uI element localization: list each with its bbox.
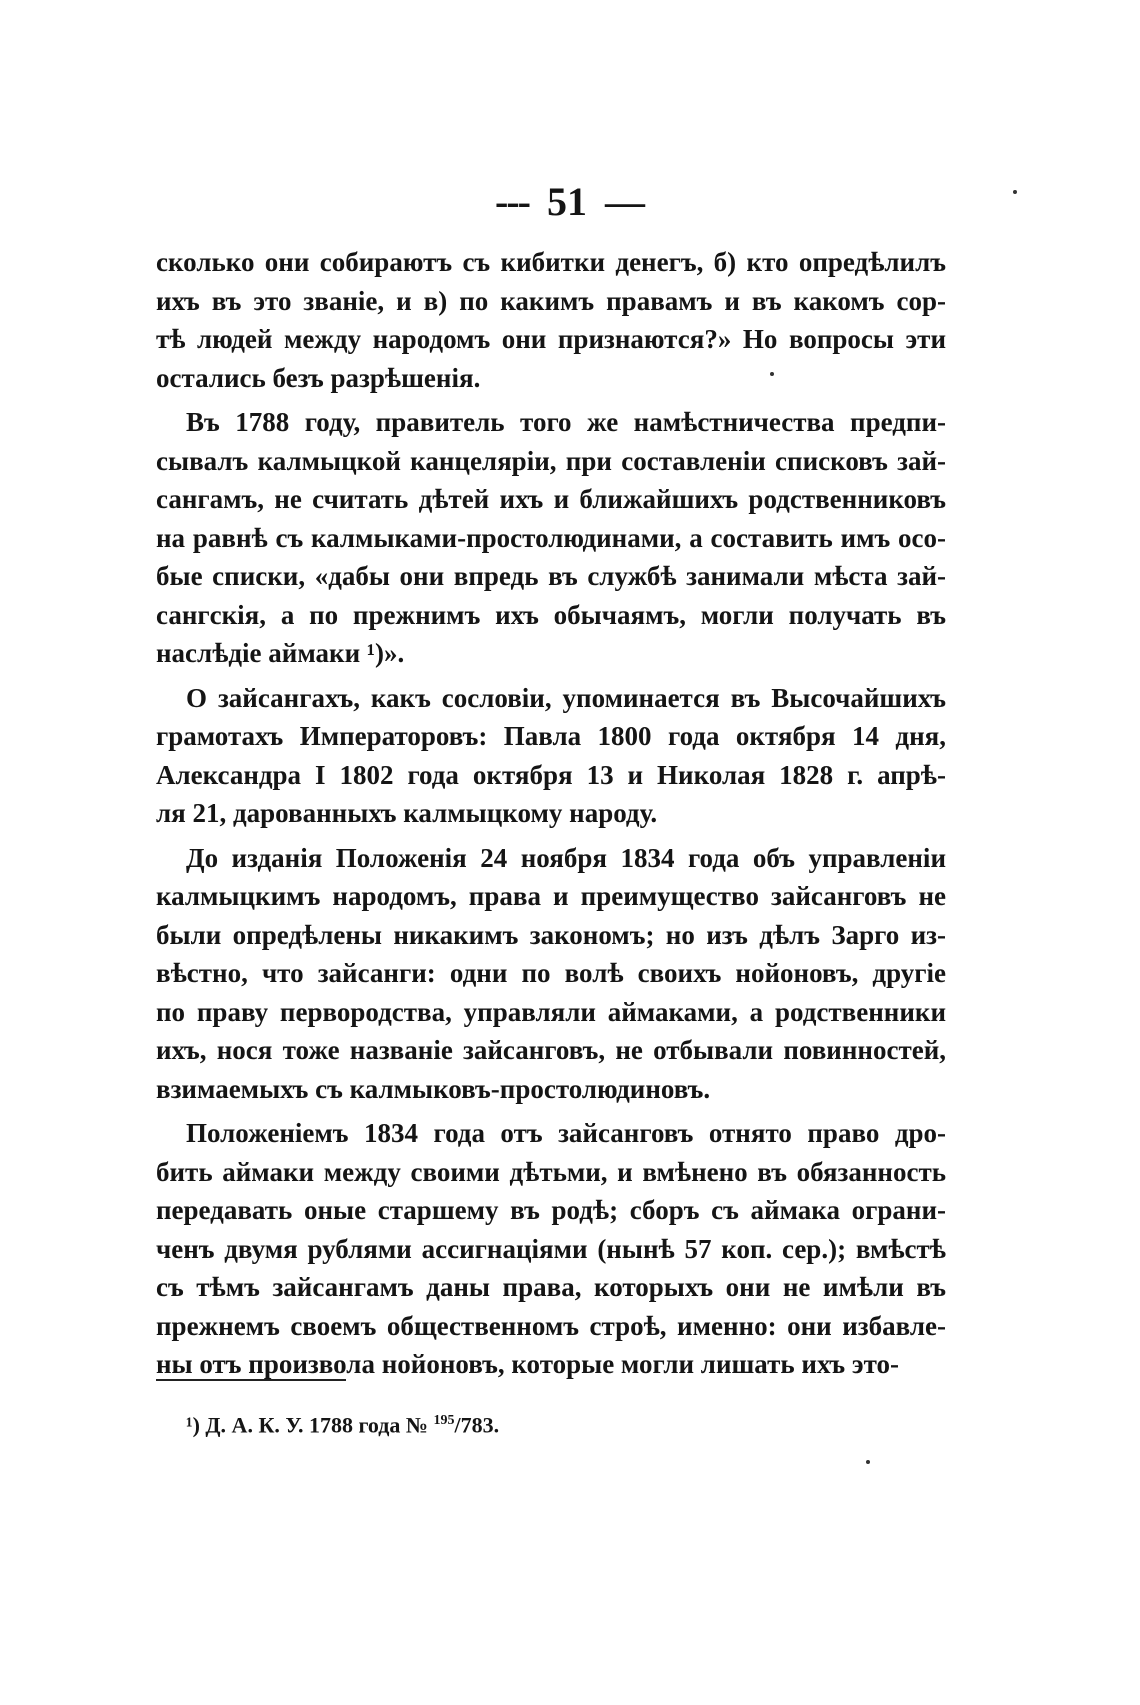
scan-speck (866, 1460, 870, 1464)
scan-speck (1013, 190, 1017, 194)
page-number: 51 (546, 179, 587, 224)
text-line: остались безъ разрѣшенія. (156, 362, 481, 393)
text-line: До изданія Положенія 24 ноября 1834 года объ управленіи (186, 842, 946, 873)
text-line: бые списки, «дабы они впредь въ службѣ занимали мѣста зай- (156, 561, 946, 591)
text-line: тѣ людей между народомъ они признаются?» Но вопросы эти (156, 324, 946, 354)
footnote-suffix: /783. (454, 1412, 500, 1438)
paragraph (156, 403, 946, 673)
text-line: калмыцкимъ народомъ, права и преимущество зайсанговъ не (156, 881, 946, 911)
text-line: ихъ въ это званіе, и в) по какимъ правамъ и въ какомъ сор- (156, 285, 946, 316)
paragraph (156, 1114, 946, 1384)
text-line: сколько они собираютъ съ кибитки денегъ, б) кто опредѣлилъ (156, 247, 946, 277)
scan-speck (770, 372, 774, 376)
header-dash-right: — (604, 179, 645, 224)
text-line: О зайсангахъ, какъ сословіи, упоминается въ Высочайшихъ (186, 682, 946, 713)
text-line: сангамъ, не считать дѣтей ихъ и ближайшихъ родственниковъ (156, 484, 946, 514)
text-line: сангскія, а по прежнимъ ихъ обычаямъ, могли получать въ (156, 599, 946, 630)
paragraph (156, 839, 946, 1109)
text-line: вѣстно, что зайсанги: одни по волѣ своихъ нойоновъ, другіе (156, 958, 946, 988)
text-line: сывалъ калмыцкой канцеляріи, при составленіи списковъ зай- (156, 445, 946, 476)
text-line: ны отъ произвола нойоновъ, которые могли лишать ихъ это- (156, 1349, 899, 1379)
footnote-text: Д. А. К. У. 1788 года № (205, 1412, 428, 1438)
text-line: прежнемъ своемъ общественномъ строѣ, именно: они избавле- (156, 1310, 946, 1341)
paragraph (156, 679, 946, 833)
text-line: Положеніемъ 1834 года отъ зайсанговъ отнято право дро- (186, 1118, 946, 1148)
page-number-header (0, 178, 1140, 226)
text-line: ля 21, дарованныхъ калмыцкому народу. (156, 798, 658, 828)
text-line: бить аймаки между своими дѣтьми, и вмѣнено въ обязанность (156, 1156, 946, 1187)
text-line: Александра I 1802 года октября 13 и Николая 1828 г. апрѣ- (156, 759, 946, 790)
text-line: грамотахъ Императоровъ: Павла 1800 года октября 14 дня, (156, 721, 946, 751)
text-line: по праву первородства, управляли аймаками, а родственники (156, 996, 946, 1027)
text-line: ихъ, нося тоже названіе зайсанговъ, не отбывали повинностей, (156, 1035, 946, 1065)
footnote-marker: ¹) (186, 1412, 200, 1438)
text-line: взимаемыхъ съ калмыковъ-простолюдиновъ. (156, 1073, 711, 1104)
text-line: были опредѣлены никакимъ закономъ; но изъ дѣлъ Зарго из- (156, 919, 946, 950)
text-line: на равнѣ съ калмыками-простолюдинами, а составить имъ осо- (156, 522, 946, 553)
text-line: ченъ двумя рублями ассигнаціями (нынѣ 57 коп. сер.); вмѣстѣ (156, 1233, 946, 1264)
text-line: передавать оные старшему въ родѣ; сборъ съ аймака ограни- (156, 1195, 946, 1225)
text-line: съ тѣмъ зайсангамъ даны права, которыхъ они не имѣли въ (156, 1272, 946, 1302)
text-line: наслѣдіе аймаки ¹)». (156, 638, 405, 668)
text-line: Въ 1788 году, правитель того же намѣстничества предпи- (186, 407, 946, 437)
header-dash-left: --- (495, 179, 529, 224)
footnote (186, 1406, 499, 1440)
footnote-number: 195 (433, 1413, 455, 1428)
paragraph (156, 243, 946, 397)
footnote-separator (156, 1379, 346, 1381)
body-text (156, 243, 946, 1384)
